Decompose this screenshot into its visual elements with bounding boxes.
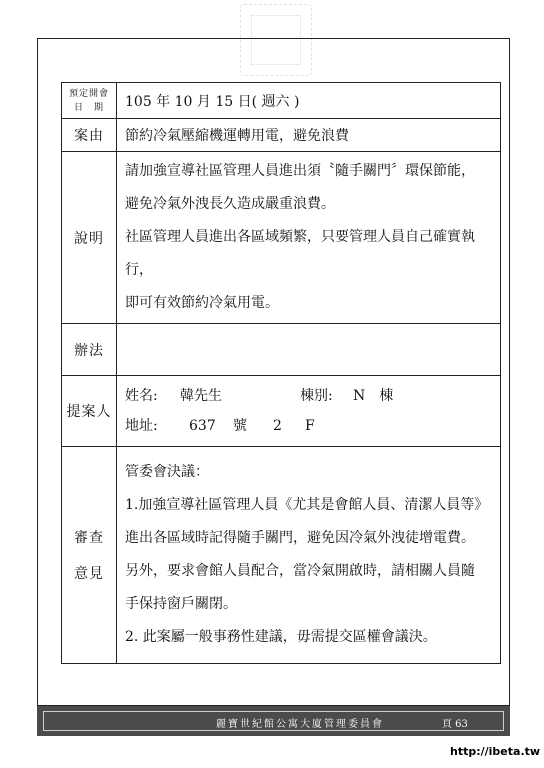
review-line: 2. 此案屬一般事務性建議，毋需提交區權會議決。: [125, 629, 437, 645]
meeting-date-label: [62, 83, 117, 119]
name-value: 韓先生: [180, 388, 222, 404]
review-line: 管委會決議：: [125, 464, 209, 480]
address-label: 地址:: [125, 418, 158, 434]
review-line: 手保持窗戶關閉。: [125, 596, 237, 612]
review-line: 1.加強宣導社區管理人員《尤其是會館人員、清潔人員等》: [125, 497, 489, 513]
method-value: [117, 324, 501, 376]
proposer-details: [117, 376, 501, 447]
explanation-row: [62, 152, 501, 324]
meeting-date-label-line2: 日 期: [73, 102, 104, 113]
site-watermark: http://ibeta.tw: [450, 745, 541, 758]
review-label-line1: 審查: [74, 530, 104, 546]
review-row: [62, 447, 501, 664]
address-floor: 2: [273, 418, 282, 434]
explanation-body: [117, 152, 501, 324]
address-floor-unit: F: [305, 418, 315, 434]
building-value: N 棟: [353, 388, 394, 404]
building-label: 棟別:: [300, 388, 333, 404]
explanation-line: 行，: [125, 262, 153, 278]
explanation-line: 避免冷氣外洩長久造成嚴重浪費。: [125, 196, 335, 212]
page-number: 頁 63: [442, 719, 468, 730]
explanation-line: 請加強宣導社區管理人員進出須〝隨手關門〞環保節能，: [125, 163, 475, 179]
method-label: 辦法: [62, 324, 117, 376]
review-line: 進出各區域時記得隨手關門，避免因冷氣外洩徒增電費。: [125, 530, 475, 546]
review-label: [62, 447, 117, 664]
explanation-line: 即可有效節約冷氣用電。: [125, 295, 279, 311]
address-number: 637: [189, 418, 216, 434]
review-label-line2: 意見: [74, 566, 104, 582]
footer-title: 麗寶世紀館公寓大廈管理委員會: [216, 719, 384, 730]
page-footer: [37, 706, 510, 736]
subject-value: 節約冷氣壓縮機運轉用電，避免浪費: [117, 119, 501, 152]
proposal-form: [61, 82, 501, 664]
proposer-name-line: [125, 381, 499, 411]
review-line: 另外，要求會館人員配合，當冷氣開啟時，請相關人員隨: [125, 563, 475, 579]
method-row: [62, 324, 501, 376]
proposer-label: 提案人: [62, 376, 117, 447]
date-row: [62, 83, 501, 119]
proposer-address-line: [125, 411, 499, 441]
explanation-label: 說明: [62, 152, 117, 324]
review-body: [117, 447, 501, 664]
subject-row: [62, 119, 501, 152]
proposer-row: [62, 376, 501, 447]
meeting-date-label-line1: 預定開會: [68, 88, 109, 99]
footer-border: [43, 711, 504, 731]
explanation-line: 社區管理人員進出各區域頻繁，只要管理人員自己確實執: [125, 229, 475, 245]
meeting-date-value: 105 年 10 月 15 日( 週六 ): [117, 83, 501, 119]
subject-label: 案由: [62, 119, 117, 152]
name-label: 姓名:: [125, 388, 158, 404]
address-number-unit: 號: [233, 418, 247, 434]
